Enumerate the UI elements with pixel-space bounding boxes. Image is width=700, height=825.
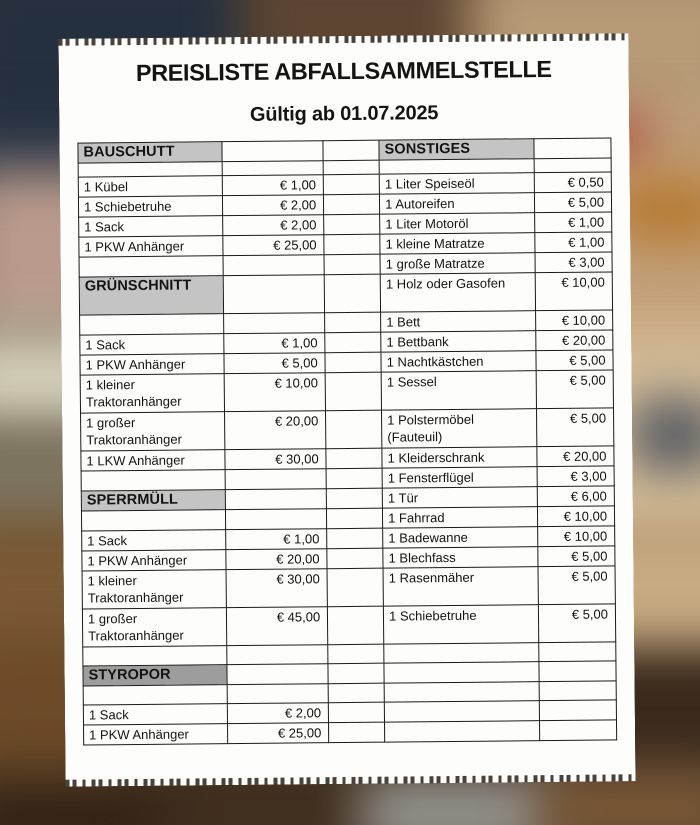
item-label: 1 Bett — [381, 311, 536, 332]
empty-cell — [79, 256, 223, 277]
item-label: 1 Blechfass — [383, 547, 538, 568]
item-label: 1 Schiebetruhe — [384, 605, 539, 644]
item-label: 1 LKW Anhänger — [81, 450, 225, 471]
empty-cell — [326, 448, 382, 469]
empty-cell — [225, 469, 326, 490]
empty-cell — [225, 489, 326, 510]
item-label: 1 Fensterflügel — [382, 467, 537, 488]
validity-date: Gültig ab 01.07.2025 — [249, 102, 439, 126]
item-label: 1 Badewanne — [383, 527, 538, 548]
item-price: € 30,00 — [226, 569, 328, 608]
empty-cell — [81, 510, 225, 531]
empty-cell — [384, 701, 539, 722]
empty-cell — [80, 314, 224, 335]
background-blob — [630, 400, 700, 470]
empty-cell — [223, 313, 324, 334]
item-label: 1 großer Traktoranhänger — [82, 608, 226, 647]
empty-cell — [384, 682, 539, 702]
background-blob — [360, 780, 560, 825]
empty-cell — [538, 642, 615, 662]
item-price: € 3,00 — [537, 466, 615, 487]
empty-cell — [323, 160, 379, 175]
empty-cell — [326, 488, 382, 509]
item-price: € 20,00 — [535, 330, 613, 351]
item-price: € 10,00 — [535, 310, 613, 331]
page-title: PREISLISTE ABFALLSAMMELSTELLE — [135, 56, 552, 87]
item-label: 1 PKW Anhänger — [79, 236, 223, 257]
empty-cell — [539, 681, 616, 701]
empty-cell — [222, 141, 323, 162]
item-price: € 5,00 — [536, 408, 614, 447]
empty-cell — [83, 646, 227, 666]
item-price: € 5,00 — [538, 546, 616, 567]
item-label: 1 Sessel — [381, 371, 536, 410]
empty-cell — [324, 254, 380, 275]
empty-cell — [325, 332, 381, 353]
item-label: 1 Polstermöbel (Fauteuil) — [382, 409, 537, 448]
item-price: € 1,00 — [226, 529, 327, 550]
empty-cell — [328, 644, 384, 664]
price-table — [77, 137, 617, 745]
item-label: 1 Sack — [82, 530, 226, 551]
empty-cell — [328, 683, 384, 703]
empty-cell — [325, 372, 381, 411]
empty-cell — [324, 274, 380, 313]
empty-cell — [539, 700, 617, 721]
item-label: 1 Autoreifen — [380, 193, 535, 214]
empty-cell — [227, 684, 328, 704]
item-label: 1 Sack — [80, 334, 224, 355]
empty-cell — [539, 661, 617, 682]
item-label: 1 Holz oder Gasofen — [380, 273, 535, 312]
item-label: 1 PKW Anhänger — [84, 724, 228, 745]
empty-cell — [323, 140, 379, 161]
empty-cell — [223, 275, 325, 314]
item-label: 1 Sack — [79, 216, 223, 237]
background-blob — [0, 780, 160, 825]
empty-cell — [328, 663, 384, 684]
empty-cell — [534, 158, 611, 173]
item-price: € 20,00 — [537, 446, 615, 467]
empty-cell — [327, 568, 383, 607]
empty-cell — [225, 509, 326, 530]
table-row — [82, 566, 615, 609]
item-label: 1 Kleiderschrank — [382, 447, 537, 468]
item-price: € 1,00 — [534, 212, 612, 233]
table-row — [79, 272, 612, 315]
item-price: € 6,00 — [537, 486, 615, 507]
empty-cell — [325, 312, 381, 333]
section-header-sonstiges: SONSTIGES — [379, 139, 534, 160]
item-price: € 1,00 — [222, 175, 323, 196]
item-label: 1 Bettbank — [381, 331, 536, 352]
item-label: 1 kleiner Traktoranhänger — [80, 374, 224, 413]
empty-cell — [83, 685, 227, 705]
table-row — [84, 720, 617, 745]
empty-cell — [325, 352, 381, 373]
empty-cell — [384, 662, 539, 683]
empty-cell — [326, 410, 382, 449]
empty-cell — [326, 468, 382, 489]
empty-cell — [227, 664, 328, 685]
item-price: € 10,00 — [537, 506, 615, 527]
empty-cell — [327, 548, 383, 569]
empty-cell — [379, 159, 534, 174]
item-price: € 0,50 — [534, 172, 612, 193]
item-price: € 2,00 — [227, 703, 328, 724]
table-row — [82, 604, 615, 647]
empty-cell — [223, 255, 324, 276]
item-price: € 3,00 — [535, 252, 613, 273]
item-label: 1 Nachtkästchen — [381, 351, 536, 372]
item-label: 1 kleine Matratze — [380, 233, 535, 254]
item-price: € 45,00 — [226, 607, 328, 646]
table-row — [80, 370, 613, 413]
empty-cell — [327, 528, 383, 549]
empty-cell — [222, 161, 323, 176]
item-price: € 5,00 — [534, 192, 612, 213]
empty-cell — [534, 138, 612, 159]
empty-cell — [539, 720, 617, 741]
item-label: 1 Tür — [382, 487, 537, 508]
item-label: 1 Liter Motoröl — [380, 213, 535, 234]
item-price: € 25,00 — [227, 723, 328, 744]
item-price: € 1,00 — [534, 232, 612, 253]
item-price: € 5,00 — [224, 353, 325, 374]
empty-cell — [81, 470, 225, 491]
empty-cell — [324, 194, 380, 215]
item-label: 1 Schiebetruhe — [78, 196, 222, 217]
item-price: € 20,00 — [226, 549, 327, 570]
table-row — [81, 408, 614, 451]
empty-cell — [328, 606, 384, 645]
section-header-sperrmuell: SPERRMÜLL — [81, 490, 225, 511]
empty-cell — [324, 214, 380, 235]
empty-cell — [384, 643, 539, 663]
empty-cell — [328, 702, 384, 723]
section-header-styropor: STYROPOR — [83, 665, 227, 686]
item-price: € 25,00 — [223, 235, 324, 256]
item-label: 1 Fahrrad — [383, 507, 538, 528]
empty-cell — [324, 234, 380, 255]
item-label: 1 Sack — [83, 704, 227, 725]
item-label: 1 Kübel — [78, 176, 222, 197]
empty-cell — [323, 174, 379, 195]
item-label: 1 Liter Speiseöl — [379, 173, 534, 194]
item-price: € 1,00 — [224, 333, 325, 354]
item-price: € 5,00 — [536, 350, 614, 371]
empty-cell — [329, 722, 385, 743]
section-header-bauschutt: BAUSCHUTT — [78, 142, 222, 163]
price-list-document — [58, 33, 635, 786]
item-label: 1 PKW Anhänger — [80, 354, 224, 375]
item-label: 1 großer Traktoranhänger — [81, 412, 225, 451]
item-price: € 10,00 — [537, 526, 615, 547]
empty-cell — [78, 162, 222, 177]
section-header-gruenschnitt: GRÜNSCHNITT — [79, 276, 223, 315]
item-price: € 5,00 — [538, 604, 616, 643]
item-price: € 10,00 — [535, 272, 613, 311]
item-label: 1 Rasenmäher — [383, 567, 538, 606]
empty-cell — [227, 645, 328, 665]
item-price: € 5,00 — [538, 566, 616, 605]
item-label: 1 PKW Anhänger — [82, 550, 226, 571]
item-price: € 2,00 — [223, 215, 324, 236]
item-label: 1 große Matratze — [380, 253, 535, 274]
item-label: 1 kleiner Traktoranhänger — [82, 570, 226, 609]
item-price: € 20,00 — [224, 411, 326, 450]
item-price: € 10,00 — [224, 373, 326, 412]
empty-cell — [385, 721, 540, 742]
item-price: € 5,00 — [536, 370, 614, 409]
item-price: € 2,00 — [222, 195, 323, 216]
empty-cell — [327, 508, 383, 529]
item-price: € 30,00 — [225, 449, 326, 470]
